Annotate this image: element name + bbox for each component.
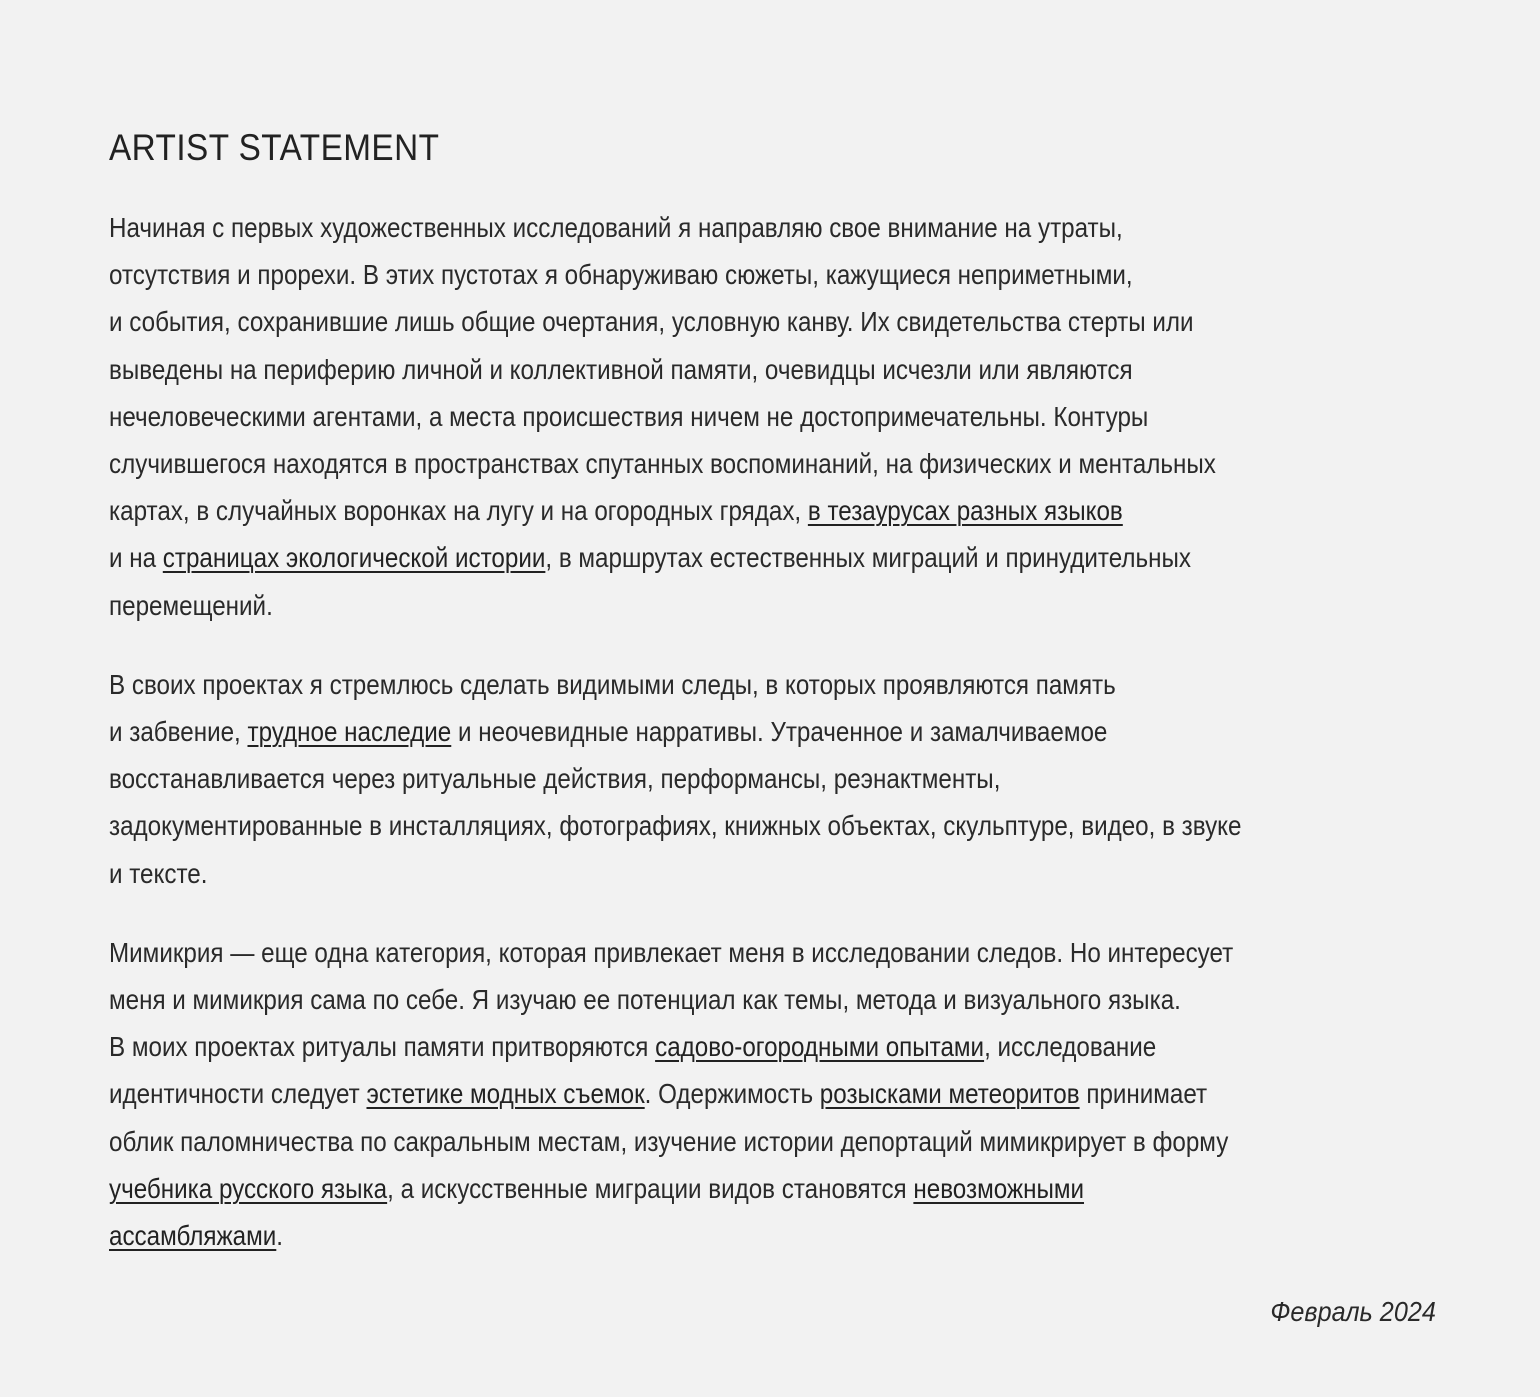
link-ecological-history[interactable]: страницах экологической истории: [162, 542, 546, 574]
paragraph-text: принимает: [1079, 1078, 1208, 1110]
link-garden-experiments[interactable]: садово-огородными опытами: [655, 1031, 985, 1063]
paragraph-text: и на: [109, 542, 163, 574]
paragraph-text: картах, в случайных воронках на лугу и на огородных грядах,: [109, 495, 808, 527]
paragraph-text: .: [276, 1220, 284, 1252]
statement-paragraph-2: [109, 661, 1278, 897]
paragraph-text: и события, сохранившие лишь общие очертания, условную канву. Их свидетельства стерты или: [109, 306, 1194, 338]
paragraph-text: , а искусственные миграции видов становятся: [387, 1172, 914, 1204]
paragraph-text: задокументированные в инсталляциях, фотографиях, книжных объектах, скульптуре, видео, в звуке: [109, 810, 1242, 842]
paragraph-text: выведены на периферию личной и коллективной памяти, очевидцы исчезли или являются: [109, 353, 1133, 385]
statement-paragraph-3: [109, 929, 1278, 1259]
statement-paragraph-1: [109, 204, 1278, 629]
paragraph-text: восстанавливается через ритуальные действия, перформансы, реэнактменты,: [109, 763, 1001, 795]
page-title: ARTIST STATEMENT: [109, 127, 440, 168]
paragraph-text: отсутствия и прорехи. В этих пустотах я обнаруживаю сюжеты, кажущиеся неприметными,: [109, 259, 1133, 291]
link-meteorite-search[interactable]: розысками метеоритов: [819, 1078, 1080, 1110]
paragraph-text: , в маршрутах естественных миграций и принудительных: [545, 542, 1191, 574]
link-difficult-heritage[interactable]: трудное наследие: [247, 716, 452, 748]
paragraph-text: меня и мимикрия сама по себе. Я изучаю ее потенциал как темы, метода и визуального языка.: [109, 984, 1181, 1016]
paragraph-text: Мимикрия — еще одна категория, которая привлекает меня в исследовании следов. Но интересует: [109, 936, 1234, 968]
paragraph-text: . Одержимость: [644, 1078, 820, 1110]
paragraph-text: и неочевидные нарративы. Утраченное и замалчиваемое: [451, 716, 1108, 748]
statement-date: Февраль 2024: [1270, 1296, 1436, 1327]
paragraph-text: случившегося находятся в пространствах спутанных воспоминаний, на физических и ментальных: [109, 448, 1216, 480]
paragraph-text: В своих проектах я стремлюсь сделать видимыми следы, в которых проявляются память: [109, 668, 1116, 700]
link-impossible-assemblages[interactable]: ассамбляжами: [109, 1220, 277, 1252]
paragraph-text: , исследование: [984, 1031, 1157, 1063]
paragraph-text: и забвение,: [109, 716, 248, 748]
link-impossible-assemblages[interactable]: невозможными: [913, 1172, 1085, 1204]
link-russian-textbook[interactable]: учебника русского языка: [109, 1172, 388, 1204]
link-fashion-shoots[interactable]: эстетике модных съемок: [366, 1078, 645, 1110]
artist-statement: [109, 122, 1437, 1259]
paragraph-text: нечеловеческими агентами, а места происшествия ничем не достопримечательны. Контуры: [109, 400, 1149, 432]
link-thesaurus-languages[interactable]: в тезаурусах разных языков: [807, 495, 1123, 527]
paragraph-text: облик паломничества по сакральным местам, изучение истории депортаций мимикрирует в форму: [109, 1125, 1229, 1157]
paragraph-text: Начиная с первых художественных исследований я направляю свое внимание на утраты,: [109, 212, 1123, 243]
paragraph-text: перемещений.: [109, 589, 273, 621]
paragraph-text: и тексте.: [109, 857, 208, 889]
paragraph-text: В моих проектах ритуалы памяти притворяются: [109, 1031, 656, 1063]
paragraph-text: идентичности следует: [109, 1078, 367, 1110]
